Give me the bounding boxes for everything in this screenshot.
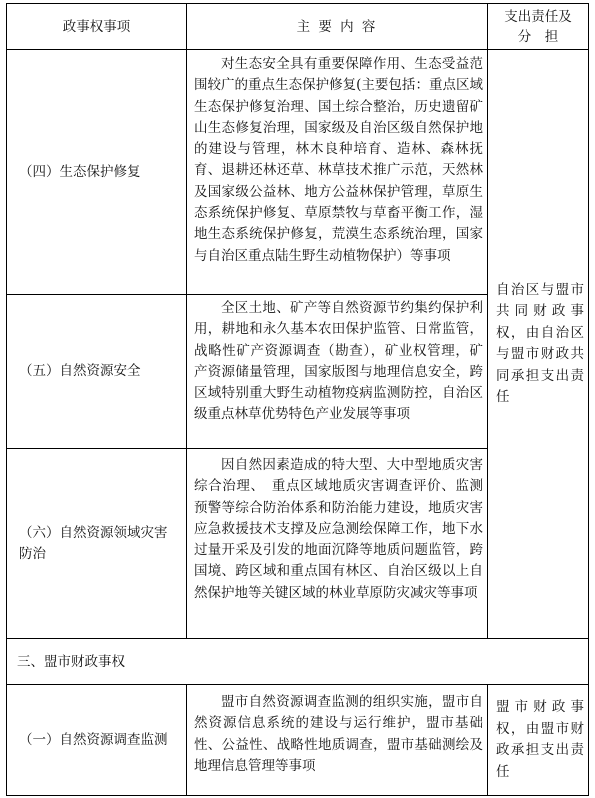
row-6-item: [7, 449, 186, 638]
table-bottom-border: [6, 795, 589, 796]
shared-responsibility-cell: [488, 50, 588, 638]
city-row-item: [7, 685, 186, 795]
city-row-content: [187, 692, 487, 795]
city-row-responsibility-text: 盟市财政事权，由盟市财政承担支出责任: [496, 699, 584, 780]
header-content-column: [187, 4, 487, 49]
city-row-content-text: 盟市自然资源调查监测的组织实施，盟市自然资源信息系统的建设与运行维护，盟市基础性、公益性、战略性地质调查，盟市基础测绘及地理信息管理等事项: [194, 694, 483, 774]
header-content-label: 主 要 内 容: [296, 18, 378, 35]
shared-responsibility-text: 自治区与盟市共同财政事权，由自治区与盟市财政共同承担支出责任: [496, 281, 584, 405]
city-row-item-label: （一）自然资源调查监测: [19, 731, 168, 748]
row-6-content-text: 因自然因素造成的特大型、大中型地质灾害综合治理、 重点区域地质灾害调查评价、监测预警等综合防治体系和防治能力建设，地质灾害应急救援技术支撑及应急测绘保障工作，地下水过量开采及引发的地面沉降等地质问题监管，跨国境、跨区域和重点国有林区、自治区级以上自然保护地等关键区域的林业草原防灾减灾等事项: [194, 457, 483, 601]
section-title-row: [7, 639, 588, 684]
row-5-content: [187, 298, 487, 448]
row-4-item: [7, 50, 186, 294]
table-right-border: [588, 3, 589, 796]
header-item-label: 政事权事项: [62, 18, 131, 35]
row-4-content: [187, 54, 487, 294]
header-responsibility-column: [488, 4, 588, 49]
row-6-item-label: （六）自然资源领域灾害防治: [19, 524, 168, 562]
header-responsibility-label: 支出责任及分 担: [504, 8, 572, 45]
header-item-column: [7, 4, 186, 49]
row-5-item-label: （五）自然资源安全: [19, 363, 141, 379]
row-4-content-text: 对生态安全具有重要保障作用、生态受益范围较广的重点生态保护修复(主要包括：重点区域生态保护修复治理、国土综合整治，历史遗留矿山生态修复治理，国家级及自治区级自然保护地的建设与管理，林木良种培育、造林、森林抚育、退耕还林还草、林草技术推广示范，天然林及国家级公益林、地方公益林保护管理，草原生态系统保护修复、草原禁牧与草畜平衡工作，湿地生态系统保护修复，荒漠生态系统治理，国家与自治区重点陆生野生动植物保护）等事项: [194, 56, 483, 264]
row-6-content: [187, 455, 487, 638]
city-row-responsibility: [488, 685, 588, 795]
row-4-item-label: （四）生态保护修复: [19, 163, 141, 180]
row-5-item: [7, 295, 186, 448]
section-title: 三、盟市财政事权: [17, 653, 125, 670]
row-5-content-text: 全区土地、矿产等自然资源节约集约保护利用，耕地和永久基本农田保护监管、日常监管，战略性矿产资源调查（勘查），矿业权管理，矿产资源储量管理，国家版图与地理信息安全，跨区域特别重大野生动植物疫病监测防控，自治区级重点林草优势特色产业发展等事项: [194, 300, 483, 423]
